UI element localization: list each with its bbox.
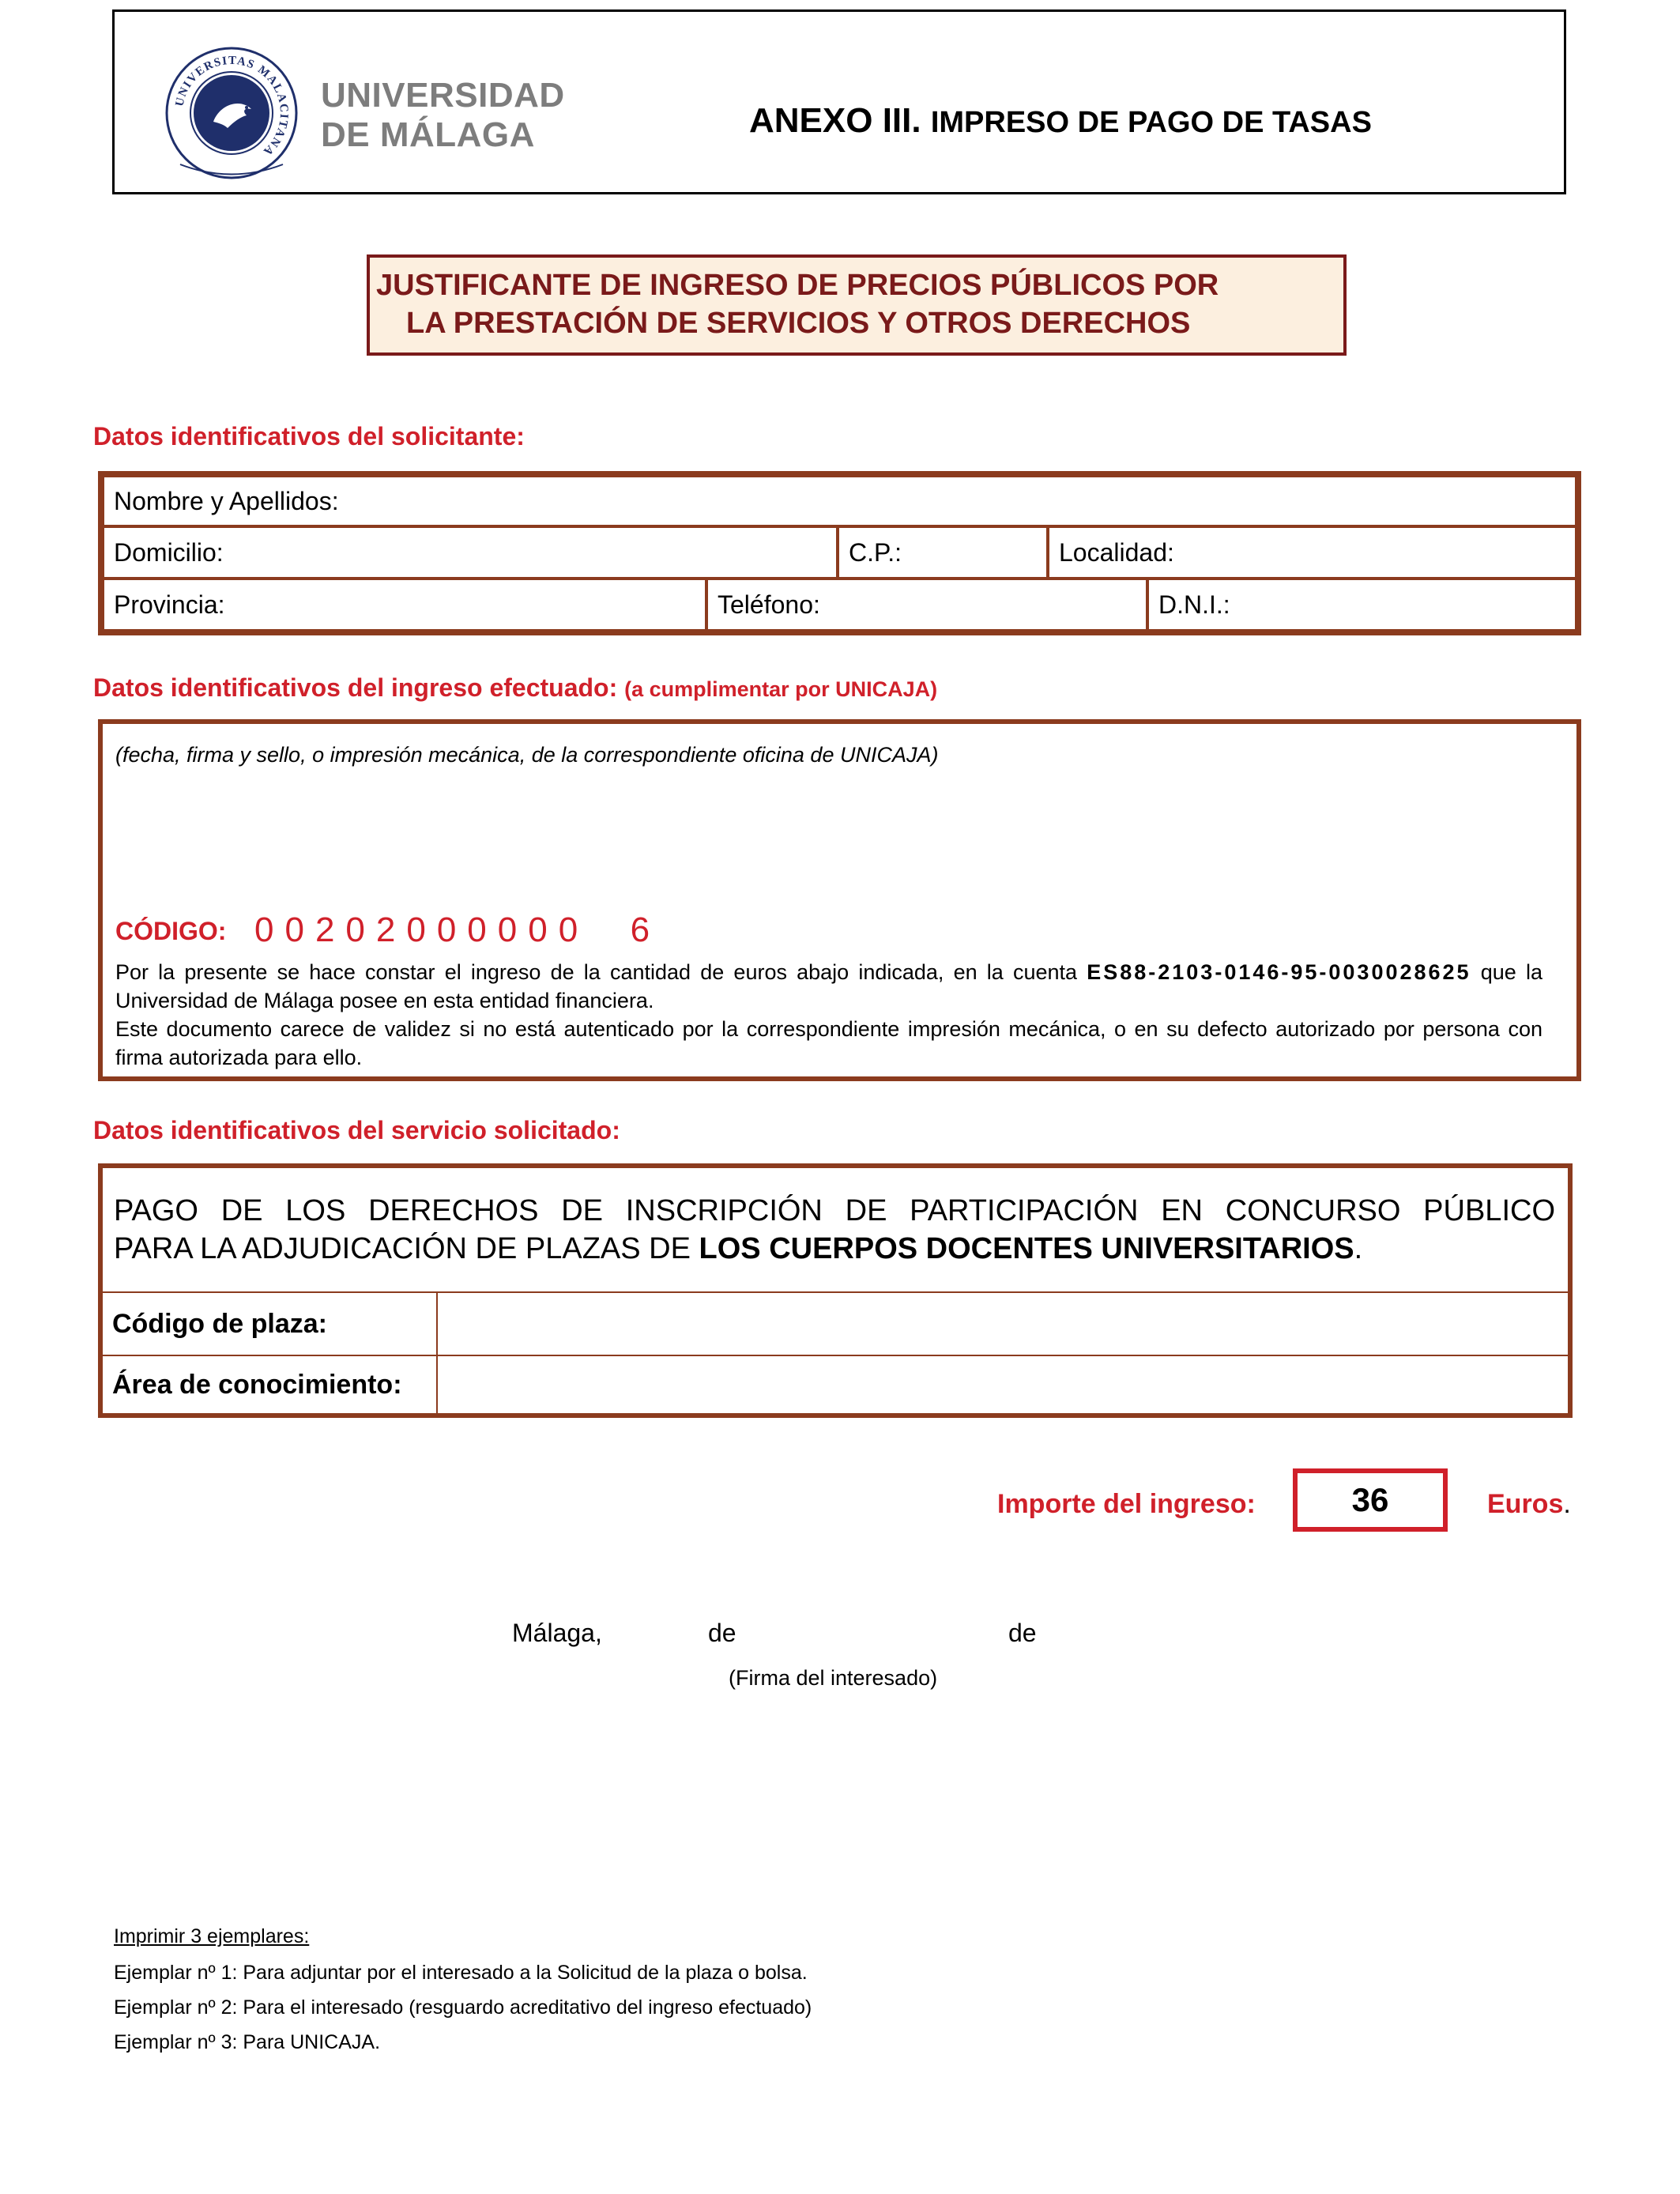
footer-item-2: Ejemplar nº 2: Para el interesado (resguardo acreditativo del ingreso efectuado) <box>114 1996 812 2019</box>
signature-de-2: de <box>1008 1619 1037 1647</box>
currency-text: Euros <box>1487 1489 1564 1519</box>
ingreso-section-title <box>93 673 937 703</box>
importe-value: 36 <box>1351 1481 1389 1518</box>
provincia-field[interactable] <box>103 579 706 631</box>
domicilio-field[interactable] <box>103 526 838 579</box>
localidad-field[interactable] <box>1048 526 1576 579</box>
area-label-cell <box>103 1356 438 1413</box>
service-description-line2 <box>114 1230 1362 1268</box>
cp-label: C.P.: <box>849 537 902 567</box>
annex-sub: IMPRESO DE PAGO DE TASAS <box>930 106 1372 139</box>
service-description-plain: PARA LA ADJUDICACIÓN DE PLAZAS DE <box>114 1232 699 1265</box>
codigo-plaza-label: Código de plaza: <box>112 1308 327 1339</box>
provincia-label: Provincia: <box>114 590 225 619</box>
codigo-plaza-field[interactable] <box>438 1293 1568 1355</box>
applicant-section-title: Datos identificativos del solicitante: <box>93 422 525 450</box>
currency-label <box>1487 1489 1571 1520</box>
cp-field[interactable] <box>838 526 1048 579</box>
service-section-title: Datos identificativos del servicio solicitado: <box>93 1116 620 1144</box>
ingreso-text-part1: Por la presente se hace constar el ingreso de la cantidad de euros abajo indicada, en la cuenta <box>115 960 1078 984</box>
domicilio-label: Domicilio: <box>114 537 224 567</box>
document-title-line2: LA PRESTACIÓN DE SERVICIOS Y OTROS DERECHOS <box>406 307 1191 340</box>
svg-text:UNIVERSITAS MALACITANA: UNIVERSITAS MALACITANA <box>173 54 291 159</box>
dni-field[interactable] <box>1147 579 1576 631</box>
signature-caption: (Firma del interesado) <box>729 1666 938 1690</box>
ingreso-section-title-main: Datos identificativos del ingreso efectuado: <box>93 673 618 702</box>
footer-item-1: Ejemplar nº 1: Para adjuntar por el interesado a la Solicitud de la plaza o bolsa. <box>114 1962 808 1984</box>
ingreso-note: (fecha, firma y sello, o impresión mecánica, de la correspondiente oficina de UNICAJA) <box>115 743 939 767</box>
service-description-bold: LOS CUERPOS DOCENTES UNIVERSITARIOS <box>699 1232 1354 1265</box>
signature-place: Málaga, <box>512 1619 602 1647</box>
importe-value-box <box>1293 1468 1448 1532</box>
service-description-line1: PAGO DE LOS DERECHOS DE INSCRIPCIÓN DE PARTICIPACIÓN EN CONCURSO PÚBLICO <box>114 1194 1555 1227</box>
telefono-field[interactable] <box>706 579 1147 631</box>
telefono-label: Teléfono: <box>718 590 820 619</box>
bank-account: ES88-2103-0146-95-0030028625 <box>1087 960 1471 984</box>
annex-title <box>749 101 1372 141</box>
area-field[interactable] <box>438 1356 1568 1413</box>
signature-de-1: de <box>708 1619 736 1647</box>
university-name-line1: UNIVERSIDAD <box>321 76 565 115</box>
nombre-label: Nombre y Apellidos: <box>114 486 339 515</box>
importe-label: Importe del ingreso: <box>997 1489 1256 1519</box>
document-title-line1: JUSTIFICANTE DE INGRESO DE PRECIOS PÚBLICOS POR <box>376 269 1219 302</box>
codigo-value: 00202000000 6 <box>254 910 661 949</box>
ingreso-text-part2: que la Universidad de Málaga posee en esta entidad financiera. <box>115 960 1543 1012</box>
nombre-field[interactable] <box>103 476 1576 526</box>
dni-label: D.N.I.: <box>1158 590 1230 619</box>
university-name-line2: DE MÁLAGA <box>321 115 535 154</box>
codigo-label: CÓDIGO: <box>115 917 227 945</box>
ingreso-text-part3: Este documento carece de validez si no está autenticado por la correspondiente impresión mecánica, o en su defecto autorizado por persona con firma autorizada para ello. <box>115 1017 1543 1069</box>
footer-heading: Imprimir 3 ejemplares: <box>114 1925 310 1947</box>
ingreso-text <box>115 958 1543 1072</box>
codigo-plaza-label-cell <box>103 1293 438 1355</box>
footer-item-3: Ejemplar nº 3: Para UNICAJA. <box>114 2031 381 2053</box>
ingreso-section-title-sub: (a cumplimentar por UNICAJA) <box>624 677 938 701</box>
area-label: Área de conocimiento: <box>112 1369 402 1400</box>
universidad-malaga-seal-icon <box>164 46 299 180</box>
university-name <box>321 76 565 155</box>
localidad-label: Localidad: <box>1059 537 1174 567</box>
currency-dot: . <box>1563 1489 1571 1519</box>
annex-main: ANEXO III. <box>749 101 921 140</box>
service-description-end: . <box>1354 1232 1363 1265</box>
